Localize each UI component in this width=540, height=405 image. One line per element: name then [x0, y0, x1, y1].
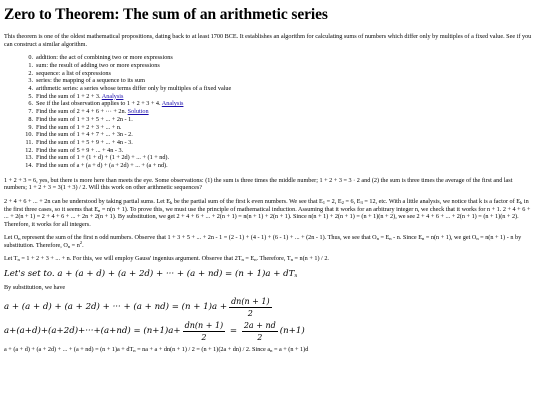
analysis-link[interactable]: Analysis: [101, 92, 124, 100]
list-item: 11. Find the sum of 1 + 5 + 9 + ... + 4n - 3.: [25, 138, 133, 146]
list-item: 8. Find the sum of 1 + 3 + 5 + ... + 2n - 1.: [28, 115, 133, 123]
intro-paragraph: This theorem is one of the oldest mathematical propositions, dating back to at least 1700 BCE. It establishes an algorithm for calculating sums of numbers which differ only by multiples of a fixed value. See if you can construct a similar algorithm.: [4, 33, 532, 48]
fraction: $\frac{dn(n + 1)}{2}$: [184, 320, 224, 342]
observation-paragraph: 1 + 2 + 3 = 6, yes, but there is more here than meets the eye. Some observations: (1) the sum is three times the middle number; 1 + 2 + 3 = 3 · 2 and (2) the sum is three times the average of the first and last numbers; 1 + 2 + 3 = 3(1 + 3) / 2. Will this work on other arithmetic sequences?: [4, 176, 513, 192]
list-item: 12. Find the sum of 5 + 9 + ... + 4n - 3.: [25, 146, 124, 154]
substitution-equation: a + (a + d) + (a + 2d) + ··· + (a + nd) = (n + 1)a + $\frac{dn(n + 1)}{2}$: [4, 296, 270, 318]
list-item: 1. sum: the result of adding two or more expressions: [28, 61, 160, 69]
solution-link[interactable]: Solution: [127, 108, 149, 116]
list-item: 9. Find the sum of 1 + 2 + 3 + ... + n.: [28, 123, 122, 131]
general-sum-equation: Let's set to. a + (a + d) + (a + 2d) + ··· + $(a + nd) = (n + 1)a + dT_n$: [4, 269, 298, 280]
list-item: 10. Find the sum of 1 + 4 + 7 + ... + 3n - 2.: [25, 131, 133, 139]
list-item: 14. Find the sum of a + (a + d) + (a + 2d) + ... + (a + nd).: [25, 162, 168, 170]
odd-sum-paragraph: Let $O_n$ represent the sum of the first n odd numbers. Observe that 1 + 3 + 5 + ... + 2n - 1 = (2 - 1) + (4 - 1) + (6 - 1) + ... + (2n - 1). Thus, we see that $O_n = E_n - n$. Since $E_n = n(n + 1)$, we get $O_n = n(n + 1) - n$ by substitution. Therefore, $O_n = n^2$.: [4, 234, 522, 249]
list-item: 7. Find the sum of 2 + 4 + 6 + ··· + 2n. Solution: [28, 108, 149, 116]
list-item: 4. arithmetic series: a series whose terms differ only by multiples of a fixed value: [28, 85, 232, 92]
list-item: 0. addition: the act of combining two or more expressions: [28, 54, 173, 62]
page-title: Zero to Theorem: The sum of an arithmetic series: [4, 6, 328, 23]
even-sum-paragraph: 2 + 4 + 6 + ... + 2n can be understood by taking partial sums. Let $E_k$ be the partial sum of the first k even numbers. We see that $E_1 = 2$, $E_2 = 6$, $E_3 = 12$, etc. With a little analysis, we notice that k is a factor of $E_k$ in the first three cases, so it seems that $E_n = n(n + 1)$. To prove this, we must use the principle of mathematical induction. Assuming that it works for an arbitrary integer n, we check that it works for n + 1. 2 + 4 + 6 + ... + 2(n + 1) = 2 + 4 + 6 + ... + 2n + 2(n + 1). By substitution, we get 2 + 4 + 6 + ... + 2(n + 1) = n(n + 1) + 2(n + 1). Since n(n + 1) + 2(n + 1) = (n + 1)(n + 2), we see 2 + 4 + 6 + ... + 2(n + 1) = (n + 1)(n + 2). Therefore, it works for all integers.: [4, 197, 531, 228]
triangular-sum-paragraph: Let $T_n = 1 + 2 + 3$ + ... + n. For this, we will employ Gauss' ingenius argument. Observe that $2T_n = E_n$. Therefore, $T_n = n(n + 1) / 2$.: [4, 255, 329, 263]
final-paragraph: a + (a + d) + (a + 2d) + ... + $(a + nd) = (n + 1)a + dT_n$ = na + a + dn(n + 1) / 2 = (n + 1)(2a + dn) / 2. Since $a_n = a + (n + 1)d$: [4, 345, 309, 353]
simplified-equation: a+(a+d)+(a+2d)+···+(a+nd) = (n+1)a+ $\frac{dn(n + 1)}{2}$ = $\frac{2a + nd}{2}$ (n+1): [4, 320, 305, 342]
analysis-link[interactable]: Analysis: [161, 100, 184, 108]
fraction: $\frac{dn(n + 1)}{2}$: [231, 296, 270, 318]
fraction: $\frac{2a + nd}{2}$: [243, 320, 276, 342]
substitution-label: By substitution, we have: [4, 284, 66, 292]
list-item: 3. series: the mapping of a sequence to its sum: [28, 77, 145, 85]
steps-list: [4, 54, 536, 170]
list-item: 13. Find the sum of 1 + (1 + d) + (1 + 2d) + ... + (1 + nd).: [25, 154, 170, 162]
list-item: 6. See if the last observation applies to 1 + 2 + 3 + 4. Analysis: [28, 100, 184, 108]
list-item: 2. sequence: a list of expressions: [28, 69, 111, 77]
list-item: 5. Find the sum of 1 + 2 + 3. Analysis: [28, 92, 124, 100]
